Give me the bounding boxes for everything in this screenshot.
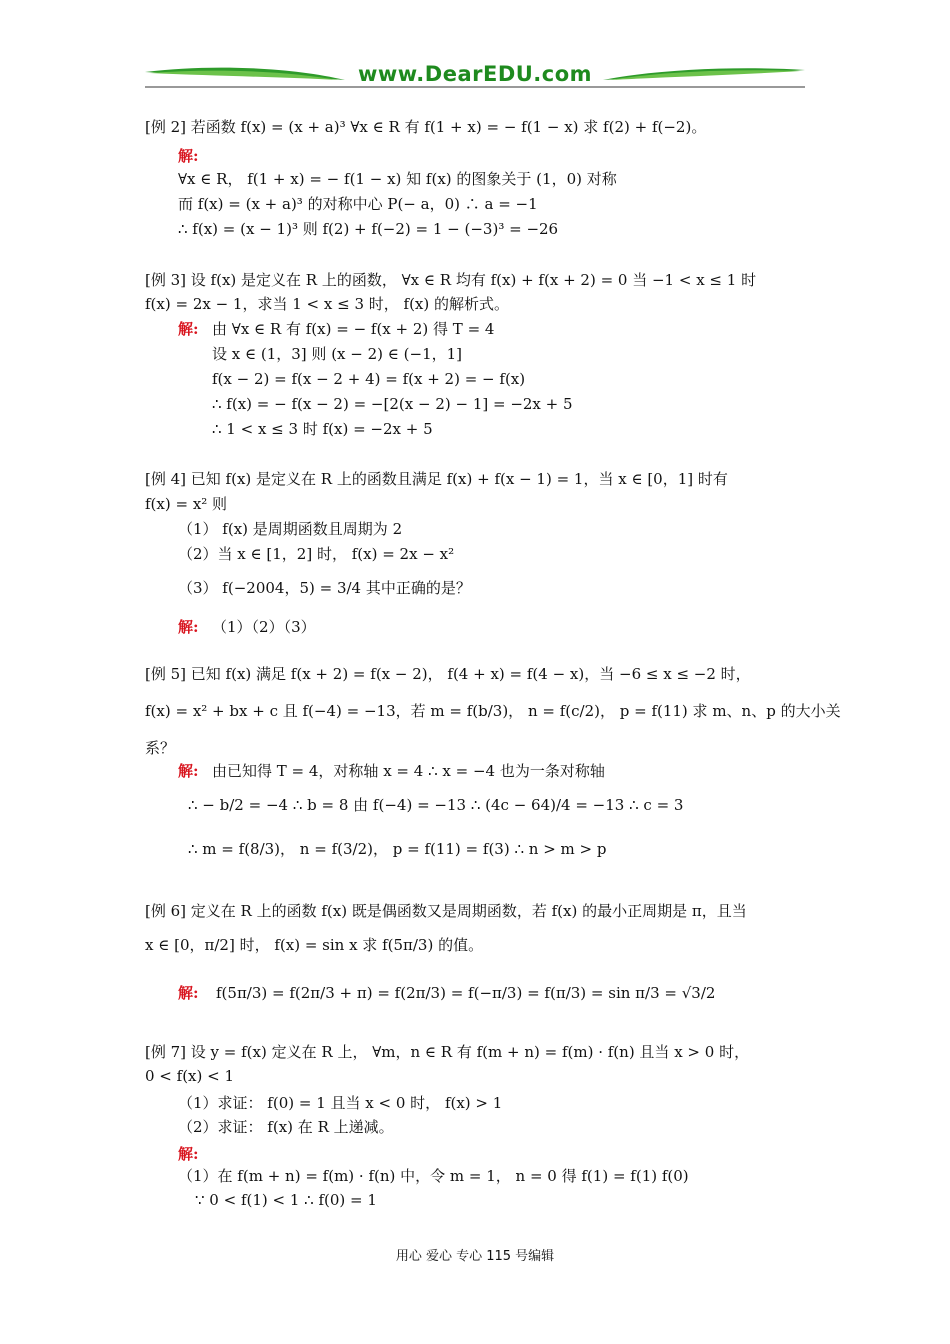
text-line: （2）当 x ∈ [1，2] 时， f(x) = 2x − x² (178, 545, 455, 563)
text-line: f(x) = x² 则 (145, 495, 228, 513)
text-line: f(x) = x² + bx + c 且 f(−4) = −13，若 m = f(b/3)， n = f(c/2)， p = f(11) 求 m、n、p 的大小关 (145, 702, 841, 720)
text-line: ∴ 1 < x ≤ 3 时 f(x) = −2x + 5 (212, 420, 433, 438)
text-line: 系？ (145, 739, 176, 757)
text-line: f(5π/3) = f(2π/3 + π) = f(2π/3) = f(−π/3) = f(π/3) = sin π/3 = √3/2 (216, 984, 716, 1002)
text-line: 设 x ∈ (1，3] 则 (x − 2) ∈ (−1，1] (212, 345, 463, 363)
text-line: ∴ m = f(8/3)， n = f(3/2)， p = f(11) = f(3) ∴ n > m > p (188, 840, 607, 858)
text-line: （2）求证： f(x) 在 R 上递减。 (178, 1118, 394, 1136)
text-line: （1）（2）（3） (212, 618, 316, 636)
text-line: [例 4] 已知 f(x) 是定义在 R 上的函数且满足 f(x) + f(x − 1) = 1，当 x ∈ [0，1] 时有 (145, 470, 728, 488)
solution-label: 解: (178, 762, 199, 780)
solution-label: 解: (178, 147, 199, 165)
text-line: [例 3] 设 f(x) 是定义在 R 上的函数， ∀x ∈ R 均有 f(x) + f(x + 2) = 0 当 −1 < x ≤ 1 时 (145, 271, 757, 289)
page-footer: 用心 爱心 专心 115 号编辑 (395, 1249, 555, 1264)
text-line: 由已知得 T = 4，对称轴 x = 4 ∴ x = −4 也为一条对称轴 (212, 762, 605, 780)
text-line: （3） f(−2004，5) = 3/4 其中正确的是？ (178, 579, 471, 597)
text-line: 0 < f(x) < 1 (145, 1067, 235, 1085)
text-line: [例 5] 已知 f(x) 满足 f(x + 2) = f(x − 2)， f(4 + x) = f(4 − x)，当 −6 ≤ x ≤ −2 时， (145, 665, 751, 683)
solution-label: 解: (178, 618, 199, 636)
text-line: ∴ − b/2 = −4 ∴ b = 8 由 f(−4) = −13 ∴ (4c − 64)/4 = −13 ∴ c = 3 (188, 796, 684, 814)
text-line: ∀x ∈ R， f(1 + x) = − f(1 − x) 知 f(x) 的图象关于 (1，0) 对称 (178, 170, 617, 188)
text-line: 由 ∀x ∈ R 有 f(x) = − f(x + 2) 得 T = 4 (212, 320, 495, 338)
text-line: （1）在 f(m + n) = f(m) · f(n) 中，令 m = 1， n = 0 得 f(1) = f(1) f(0) (178, 1167, 689, 1185)
text-line: [例 6] 定义在 R 上的函数 f(x) 既是偶函数又是周期函数，若 f(x) 的最小正周期是 π，且当 (145, 902, 747, 920)
text-line: 而 f(x) = (x + a)³ 的对称中心 P(− a，0) ∴ a = −1 (178, 195, 538, 213)
text-line: f(x) = 2x − 1，求当 1 < x ≤ 3 时， f(x) 的解析式。 (145, 295, 510, 313)
text-line: x ∈ [0，π/2] 时， f(x) = sin x 求 f(5π/3) 的值。 (145, 936, 484, 954)
text-line: [例 7] 设 y = f(x) 定义在 R 上， ∀m，n ∈ R 有 f(m + n) = f(m) · f(n) 且当 x > 0 时， (145, 1043, 750, 1061)
text-line: [例 2] 若函数 f(x) = (x + a)³ ∀x ∈ R 有 f(1 + x) = − f(1 − x) 求 f(2) + f(−2)。 (145, 118, 707, 136)
solution-label: 解: (178, 1145, 199, 1163)
text-line: ∵ 0 < f(1) < 1 ∴ f(0) = 1 (195, 1191, 377, 1209)
text-line: （1） f(x) 是周期函数且周期为 2 (178, 520, 403, 538)
text-line: ∴ f(x) = (x − 1)³ 则 f(2) + f(−2) = 1 − (−3)³ = −26 (178, 220, 559, 238)
solution-label: 解: (178, 320, 199, 338)
text-line: ∴ f(x) = − f(x − 2) = −[2(x − 2) − 1] = −2x + 5 (212, 395, 573, 413)
site-logo-text: www.DearEDU.com (357, 62, 593, 86)
text-line: （1）求证： f(0) = 1 且当 x < 0 时， f(x) > 1 (178, 1094, 503, 1112)
text-line: f(x − 2) = f(x − 2 + 4) = f(x + 2) = − f(x) (212, 370, 526, 388)
solution-label: 解: (178, 984, 199, 1002)
